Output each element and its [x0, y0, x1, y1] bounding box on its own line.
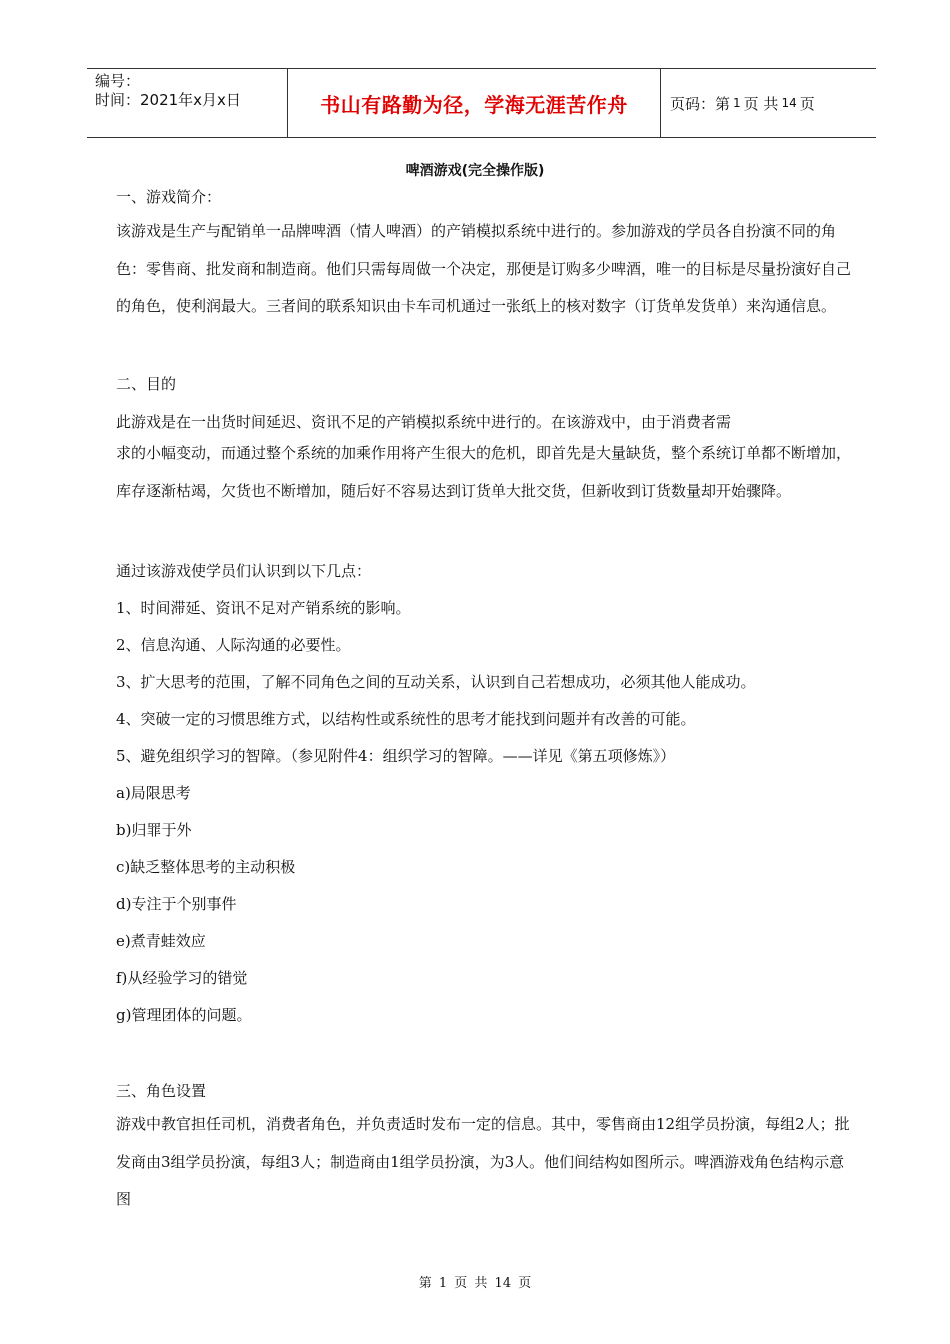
sub-point-g: g)管理团体的问题。	[116, 1006, 252, 1024]
header-page-info	[661, 69, 876, 137]
section1-heading: 一、游戏简介：	[116, 188, 222, 206]
page-prefix: 页码：第	[670, 94, 731, 113]
page-number: 1	[733, 96, 741, 110]
point-2: 2、信息沟通、人际沟通的必要性。	[116, 636, 351, 654]
sub-point-e: e)煮青蛙效应	[116, 932, 206, 950]
section3-heading: 三、角色设置	[116, 1082, 207, 1100]
page-total: 14	[781, 96, 797, 110]
page-suffix: 页	[799, 94, 815, 113]
time-label: 时间：2021年x月x日	[95, 91, 241, 109]
sub-point-f: f)从经验学习的错觉	[116, 969, 248, 987]
section2-intro: 通过该游戏使学员们认识到以下几点：	[116, 562, 372, 580]
page-mid: 页 共	[743, 94, 779, 113]
point-5: 5、避免组织学习的智障。（参见附件4：组织学习的智障。——详见《第五项修炼》）	[116, 747, 676, 765]
section3-body: 游戏中教官担任司机，消费者角色，并负责适时发布一定的信息。其中，零售商由12组学员扮演，每组2人；批发商由3组学员扮演，每组3人；制造商由1组学员扮演，为3人。他们间结构如图所示。啤酒游戏角色结构示意图	[116, 1115, 850, 1208]
sub-point-b: b)归罪于外	[116, 821, 192, 839]
sub-point-c: c)缺乏整体思考的主动积极	[116, 858, 296, 876]
sub-point-d: d)专注于个别事件	[116, 895, 237, 913]
section1-body: 该游戏是生产与配销单一品牌啤酒（情人啤酒）的产销模拟系统中进行的。参加游戏的学员各自扮演不同的角色：零售商、批发商和制造商。他们只需每周做一个决定，那便是订购多少啤酒，唯一的目标是尽量扮演好自己的角色，使利润最大。三者间的联系知识由卡车司机通过一张纸上的核对数字（订货单发货单）来沟通信息。	[116, 222, 852, 315]
sub-point-a: a)局限思考	[116, 784, 191, 802]
section2-body: 求的小幅变动，而通过整个系统的加乘作用将产生很大的危机，即首先是大量缺货，整个系统订单都不断增加，库存逐渐枯竭，欠货也不断增加，随后好不容易达到订货单大批交货，但新收到订货数量却开始骤降。	[116, 444, 852, 500]
section2-body-line1: 此游戏是在一出货时间延迟、资讯不足的产销模拟系统中进行的。在该游戏中，由于消费者需	[116, 413, 732, 431]
page-footer: 第 1 页 共 14 页	[418, 1276, 532, 1291]
section2-heading: 二、目的	[116, 375, 177, 393]
point-1: 1、时间滞延、资讯不足对产销系统的影响。	[116, 599, 411, 617]
point-3: 3、扩大思考的范围，了解不同角色之间的互动关系，认识到自己若想成功，必须其他人能成功。	[116, 673, 756, 691]
point-4: 4、突破一定的习惯思维方式，以结构性或系统性的思考才能找到问题并有改善的可能。	[116, 710, 696, 728]
document-title: 啤酒游戏(完全操作版)	[405, 163, 545, 179]
header-info-cell	[87, 69, 287, 137]
serial-label: 编号：	[95, 72, 141, 90]
header-table	[87, 68, 876, 138]
header-motto: 书山有路勤为径，学海无涯苦作舟	[287, 69, 661, 137]
